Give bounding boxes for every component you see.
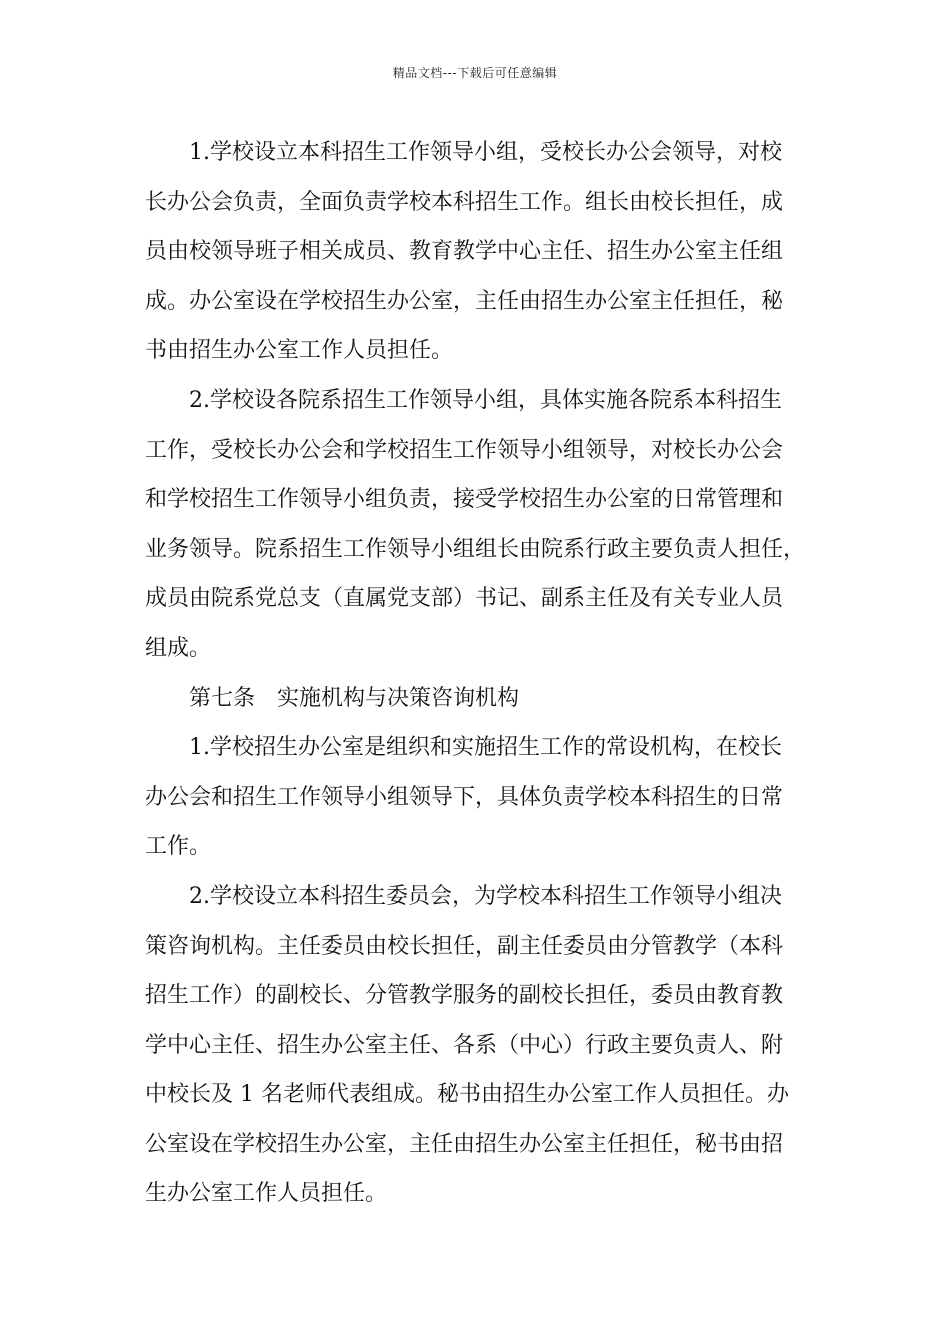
text-line: 生办公室工作人员担任。 xyxy=(145,1181,388,1207)
page-header: 精品文档---下载后可任意编辑 xyxy=(392,66,558,80)
text-line: 成员由院系党总支（直属党支部）书记、副系主任及有关专业人员 xyxy=(145,586,784,612)
text-line: 公室设在学校招生办公室，主任由招生办公室主任担任，秘书由招 xyxy=(145,1131,784,1157)
text-line: 中校长及 1 名老师代表组成。秘书由招生办公室工作人员担任。办 xyxy=(145,1082,789,1108)
paragraph-3 xyxy=(145,723,805,872)
text-line: 招生工作）的副校长、分管教学服务的副校长担任，委员由教育教 xyxy=(145,983,784,1009)
text-line: 2.学校设立本科招生委员会，为学校本科招生工作领导小组决 xyxy=(189,883,782,909)
text-line: 2.学校设各院系招生工作领导小组，具体实施各院系本科招生 xyxy=(189,387,782,413)
text-line: 学中心主任、招生办公室主任、各系（中心）行政主要负责人、附 xyxy=(145,1032,784,1058)
document-body xyxy=(145,128,805,1219)
text-line: 书由招生办公室工作人员担任。 xyxy=(145,338,454,364)
paragraph-4 xyxy=(145,872,805,1219)
text-line: 办公会和招生工作领导小组领导下，具体负责学校本科招生的日常 xyxy=(145,784,784,810)
text-line: 工作，受校长办公会和学校招生工作领导小组领导，对校长办公会 xyxy=(145,437,784,463)
paragraph-1 xyxy=(145,128,805,376)
text-line: 业务领导。院系招生工作领导小组组长由院系行政主要负责人担任， xyxy=(145,536,806,562)
section-heading xyxy=(145,674,805,724)
text-line: 成。办公室设在学校招生办公室，主任由招生办公室主任担任，秘 xyxy=(145,288,784,314)
text-line: 长办公会负责，全面负责学校本科招生工作。组长由校长担任，成 xyxy=(145,189,784,215)
paragraph-2 xyxy=(145,376,805,674)
text-line: 1.学校设立本科招生工作领导小组，受校长办公会领导，对校 xyxy=(189,140,782,165)
text-line: 1.学校招生办公室是组织和实施招生工作的常设机构，在校长 xyxy=(189,735,782,761)
text-line: 工作。 xyxy=(145,834,212,860)
text-line: 第七条 实施机构与决策咨询机构 xyxy=(189,685,520,711)
text-line: 策咨询机构。主任委员由校长担任，副主任委员由分管教学（本科 xyxy=(145,933,784,959)
text-line: 组成。 xyxy=(145,635,212,661)
text-line: 员由校领导班子相关成员、教育教学中心主任、招生办公室主任组 xyxy=(145,239,784,265)
text-line: 和学校招生工作领导小组负责，接受学校招生办公室的日常管理和 xyxy=(145,487,784,513)
